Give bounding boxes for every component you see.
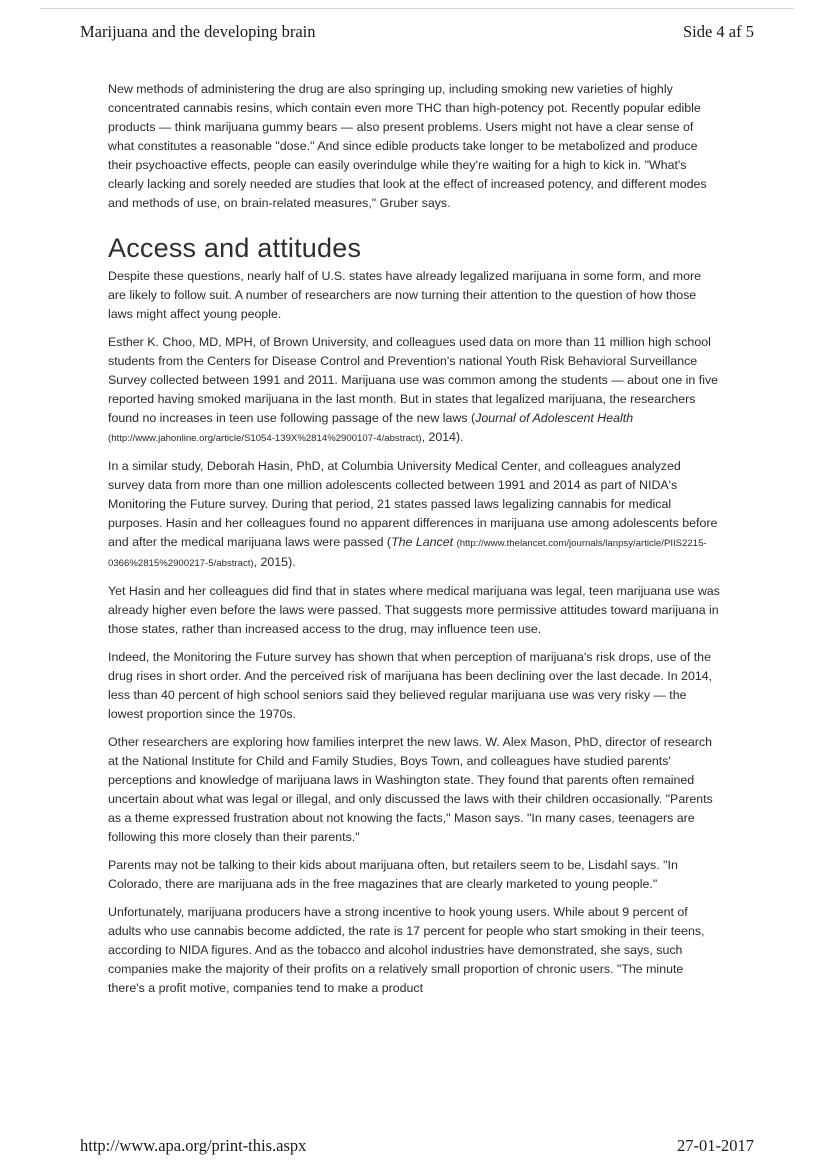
source-url-link[interactable]: http://www.apa.org/print-this.aspx <box>80 1136 307 1155</box>
citation-link[interactable]: (http://www.jahonline.org/article/S1054-139X%2814%2900107-4/abstract) <box>108 433 422 444</box>
paragraph-text: Esther K. Choo, MD, MPH, of Brown University, and colleagues used data on more than 11 million high school students from the Centers for Disease Control and Prevention's national Youth Risk Behavioral Surveillance Survey collected between 1991 and 2011. Marijuana use was common among the students — about one in five reported having smoked marijuana in the last month. But in states that legalized marijuana, the researchers found no increases in teen use following passage of the new laws ( <box>108 335 719 425</box>
article-body <box>108 80 720 1007</box>
paragraph-citation-choo <box>108 333 720 448</box>
citation-tail: , 2015). <box>253 555 296 569</box>
section-heading: Access and attitudes <box>108 233 362 263</box>
paragraph: Parents may not be talking to their kids about marijuana often, but retailers seem to be, Lisdahl says. "In Colorado, there are marijuana ads in the free magazines that are clearly marketed to young people." <box>108 858 678 891</box>
paragraph-text: In a similar study, Deborah Hasin, PhD, at Columbia University Medical Center, and colleagues analyzed survey data from more than one million adolescents collected between 1991 and 2014 as part of NIDA's Monitoring the Future survey. During that period, 21 states passed laws legalizing cannabis for medical purposes. Hasin and her colleagues found no apparent differences in marijuana use among adolescents before and after the medical marijuana laws were passed ( <box>108 459 718 549</box>
print-header <box>80 22 754 46</box>
print-date: 27-01-2017 <box>677 1136 754 1155</box>
top-divider <box>40 8 794 9</box>
citation-tail: , 2014). <box>421 430 464 444</box>
paragraph: Unfortunately, marijuana producers have a strong incentive to hook young users. While about 9 percent of adults who use cannabis become addicted, the rate is 17 percent for people who start smoking in their teens, according to NIDA figures. And as the tobacco and alcohol industries have demonstrated, she says, such companies make the majority of their profits on a relatively small proportion of chronic users. "The minute there's a profit motive, companies tend to make a product <box>108 905 705 995</box>
paragraph-citation-hasin <box>108 457 720 573</box>
paragraph: Despite these questions, nearly half of U.S. states have already legalized marijuana in some form, and more are likely to follow suit. A number of researchers are now turning their attention to the question of how those laws might affect young people. <box>108 269 701 321</box>
page-indicator: Side 4 af 5 <box>682 22 754 41</box>
journal-name: The Lancet <box>391 535 454 549</box>
print-footer <box>80 1136 754 1160</box>
paragraph: Indeed, the Monitoring the Future survey has shown that when perception of marijuana's risk drops, use of the drug rises in short order. And the perceived risk of marijuana has been declining over the last decade. In 2014, less than 40 percent of high school seniors said they believed regular marijuana use was very risky — the lowest proportion since the 1970s. <box>108 650 713 721</box>
paragraph: New methods of administering the drug are also springing up, including smoking new varieties of highly concentrated cannabis resins, which contain even more THC than high-potency pot. Recently popular edible products — think marijuana gummy bears — also present problems. Users might not have a clear sense of what constitutes a reasonable "dose." And since edible products take longer to be metabolized and produce their psychoactive effects, people can easily overindulge while they're waiting for a high to kick in. "What's clearly lacking and sorely needed are studies that look at the effect of increased potency, and different modes and methods of use, on brain-related measures," Gruber says. <box>108 82 707 210</box>
citation-link[interactable]: (http://www.thelancet.com/journals/lanpsy/article/PIIS2215-0366%2815%2900217-5/abstract) <box>108 538 707 569</box>
document-title: Marijuana and the developing brain <box>80 22 316 41</box>
paragraph: Other researchers are exploring how families interpret the new laws. W. Alex Mason, PhD, director of research at the National Institute for Child and Family Studies, Boys Town, and colleagues have studied parents' perceptions and knowledge of marijuana laws in Washington state. They found that parents often remained uncertain about what was legal or illegal, and only discussed the laws with their children occasionally. "Parents as a theme expressed frustration about not knowing the facts," Mason says. "In many cases, teenagers are following this more closely than their parents." <box>108 735 713 844</box>
paragraph: Yet Hasin and her colleagues did find that in states where medical marijuana was legal, teen marijuana use was already higher even before the laws were passed. That suggests more permissive attitudes toward marijuana in those states, rather than increased access to the drug, may influence teen use. <box>108 584 720 636</box>
journal-name: Journal of Adolescent Health <box>475 411 634 425</box>
